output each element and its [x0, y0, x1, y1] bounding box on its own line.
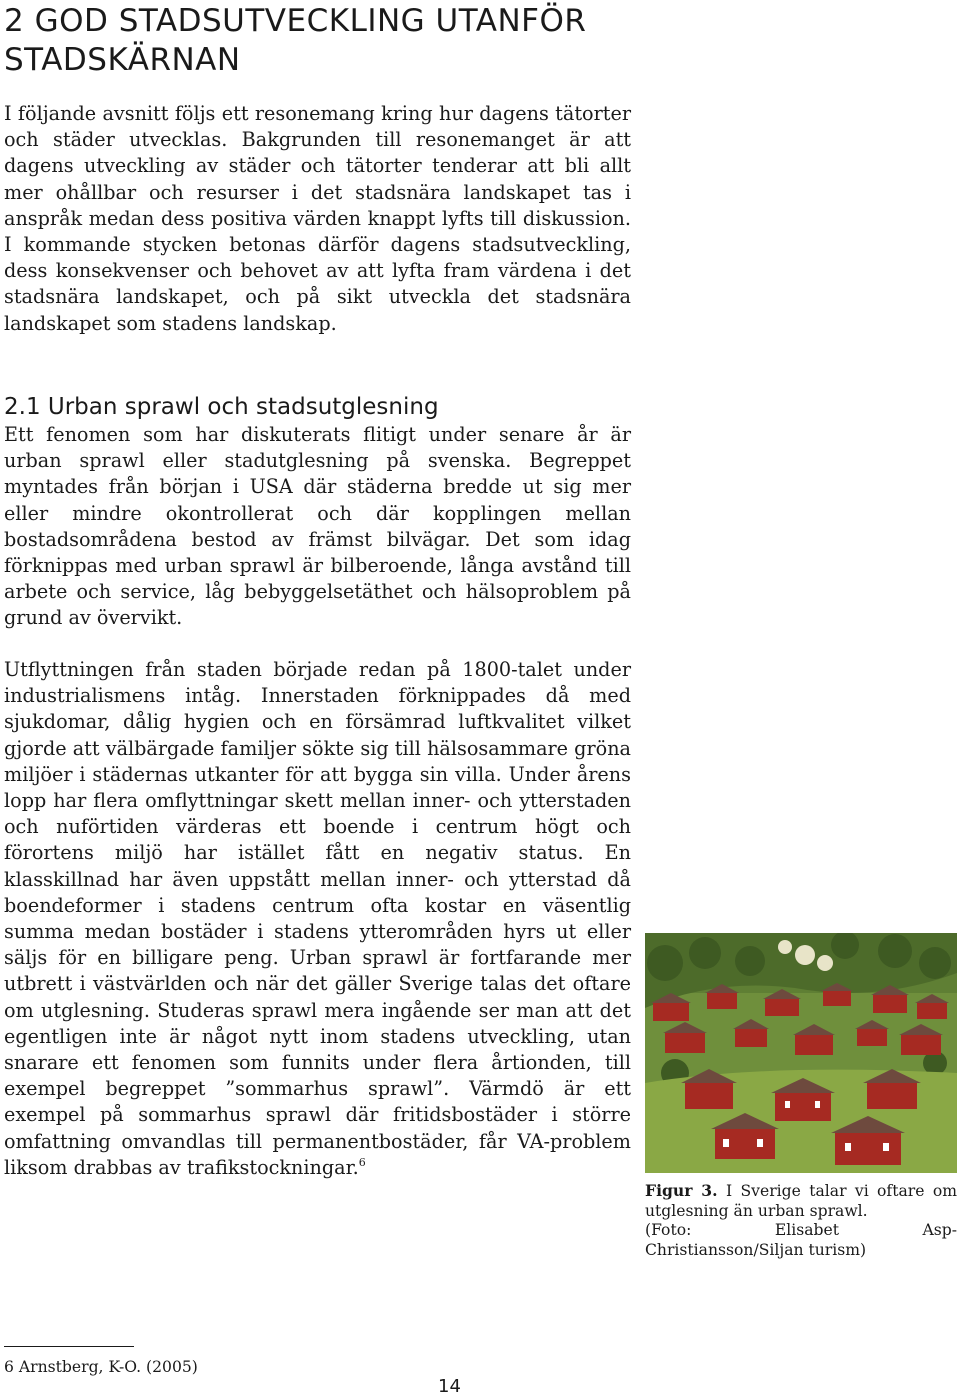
- figure-credit: (Foto: Elisabet Asp-Christiansson/Siljan turism): [645, 1221, 957, 1259]
- section-paragraph-1: Ett fenomen som har diskuterats flitigt under senare år är urban sprawl eller stadutglesning på svenska. Begreppet myntades från början i USA där städerna bredde ut sig mer eller mindre okontrollerat och där kopplingen mellan bostadsområdena bestod av främst bilvägar. Det som idag förknippas med urban sprawl är bilberoende, långa avstånd till arbete och service, låg bebyggelsetäthet och hälsoproblem på grund av övervikt.: [4, 423, 631, 630]
- footnote-divider: [4, 1346, 134, 1347]
- footnote-reference[interactable]: 6: [358, 1155, 366, 1169]
- section-heading: 2.1 Urban sprawl och stadsutglesning: [4, 394, 439, 420]
- page-number: 14: [438, 1376, 461, 1397]
- figure-photo: [645, 933, 957, 1173]
- chapter-heading-line2: STADSKÄRNAN: [4, 42, 241, 78]
- section-paragraph-2: [4, 657, 631, 1181]
- footnote: 6 Arnstberg, K-O. (2005): [4, 1358, 198, 1376]
- intro-paragraph: I följande avsnitt följs ett resonemang kring hur dagens tätorter och städer utvecklas. Bakgrunden till resonemanget är att dagens utveckling av städer och tätorter tenderar att bli allt mer ohållbar och resurser i det stadsnära landskapet tas i anspråk medan dess positiva värden knappt lyfts till diskussion. I kommande stycken betonas därför dagens stadsutveckling, dess konsekvenser och behovet av att lyfta fram värdena i det stadsnära landskapet, och på sikt utveckla det stadsnära landskapet som stadens landskap.: [4, 102, 631, 335]
- figure-label: Figur 3.: [645, 1181, 718, 1200]
- chapter-heading-line1: 2 GOD STADSUTVECKLING UTANFÖR: [4, 3, 587, 39]
- chapter-heading: [4, 2, 904, 80]
- figure-caption: [645, 1181, 957, 1260]
- figure-caption-text: I Sverige talar vi oftare om utglesning än urban sprawl.: [645, 1182, 957, 1220]
- section-paragraph-2-text: Utflyttningen från staden började redan på 1800-talet under industrialismens intåg. Innerstaden förknippades då med sjukdomar, dålig hygien och en försämrad luftkvalitet vilket gjorde att välbärgade familjer sökte sig till hälsosammare gröna miljöer i städernas utkanter för att bygga sin villa. Under årens lopp har flera omflyttningar skett mellan inner- och ytterstaden och nuförtiden värderas ett boende i centrum högt och förortens miljö har istället fått en negativ status. En klasskillnad har även uppstått mellan inner- och ytterstad då boendeformer i stadens centrum ofta kostar en väsentlig summa medan bostäder i stadens ytterområden hyrs ut eller säljs för en billigare peng. Urban sprawl är fortfarande mer utbrett i västvärlden och när det gäller Sverige talas det oftare om utglesning. Studeras sprawl mera ingående ser man att det egentligen inte är något nytt inom stadens utveckling, utan snarare ett fenomen som funnits under flera årtionden, till exempel begreppet ”sommarhus sprawl”. Värmdö är ett exempel på sommarhus sprawl där fritidsbostäder i större omfattning omvandlas till permanentbostäder, får VA-problem liksom drabbas av trafikstockningar.: [4, 658, 631, 1179]
